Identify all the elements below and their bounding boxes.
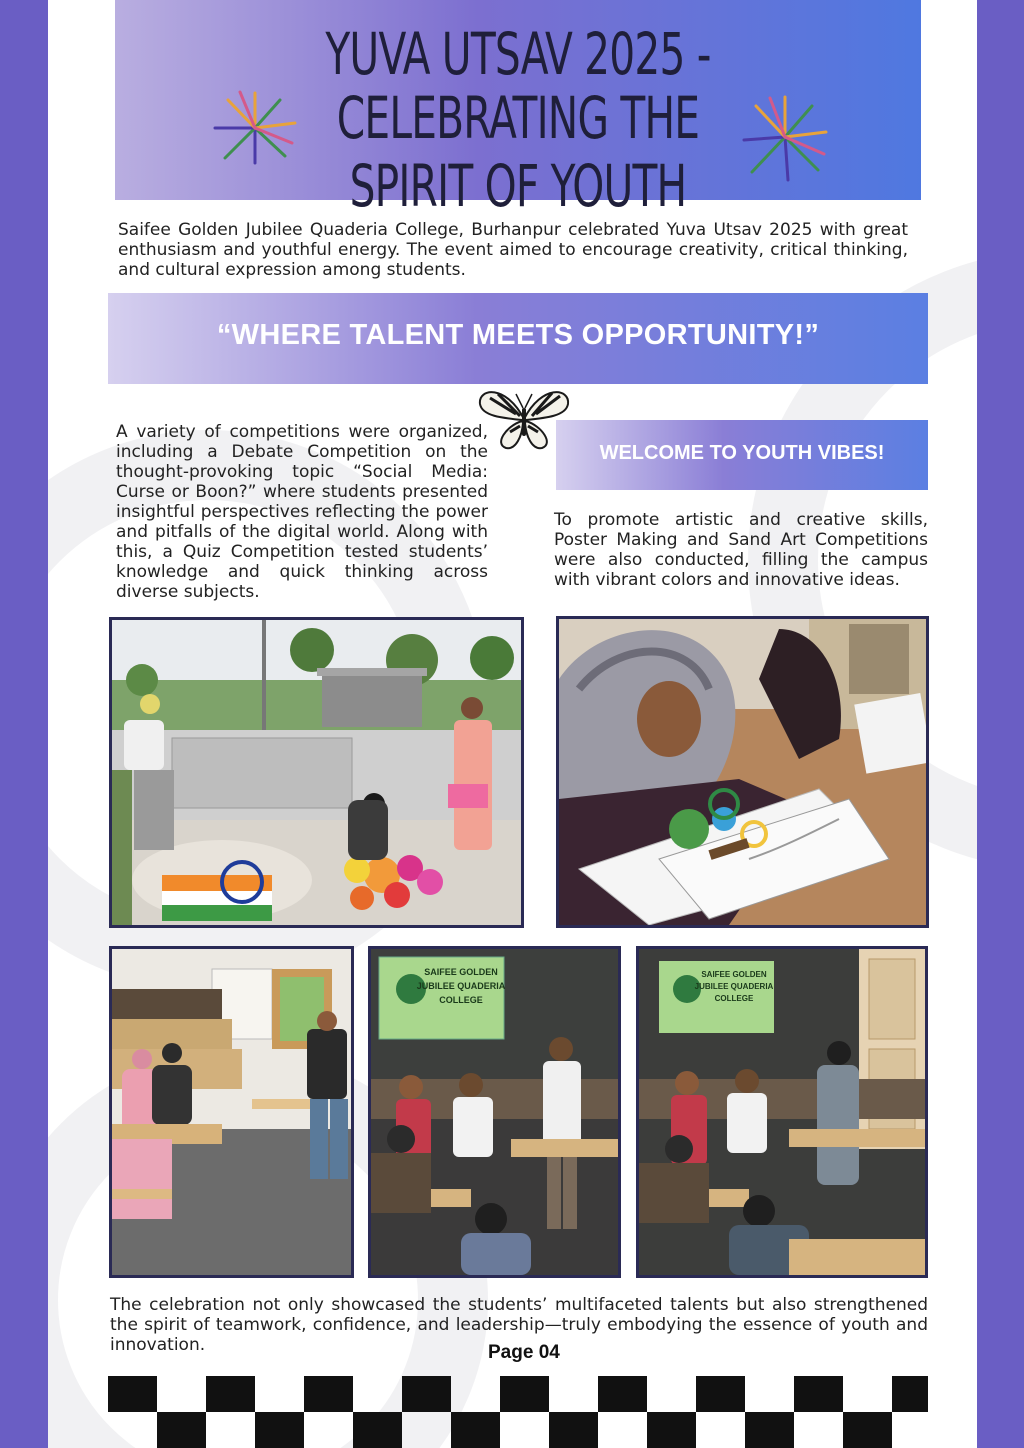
debate-judges-photo [368, 946, 621, 1278]
art-competitions-paragraph: To promote artistic and creative skills, Poster Making and Sand Art Competitions were also conducted, filling the campus with vibrant colors and innovative ideas. [554, 510, 928, 590]
banner-line-2: JUBILEE QUADERIA [416, 981, 506, 991]
title-line-2: SPIRIT OF YOUTH [349, 152, 687, 220]
tagline-text: “WHERE TALENT MEETS OPPORTUNITY!” [216, 319, 820, 351]
newsletter-page [48, 0, 977, 1448]
sand-art-photo [109, 617, 524, 928]
closing-paragraph: The celebration not only showcased the students’ multifaceted talents but also strengthened the spirit of teamwork, confidence, and leadership—truly embodying the essence of youth and innovation. [110, 1295, 928, 1355]
competitions-paragraph: A variety of competitions were organized, including a Debate Competition on the thought-provoking topic “Social Media: Curse or Boon?” where students presented insightful perspectives reflecting the power and pitfalls of the digital world. Along with this, a Quiz Competition tested students’ knowledge and quick thinking across diverse subjects. [116, 422, 488, 602]
tagline-banner [108, 293, 928, 384]
banner-line-3: COLLEGE [714, 994, 754, 1003]
welcome-heading: WELCOME TO YOUTH VIBES! [599, 442, 885, 464]
banner-line-1: SAIFEE GOLDEN [701, 970, 767, 979]
banner-line-3: COLLEGE [439, 995, 483, 1005]
title-banner [115, 0, 921, 220]
checkerboard-footer [108, 1376, 928, 1448]
title-line-1: YUVA UTSAV 2025 - CELEBRATING THE [325, 20, 711, 152]
welcome-banner [556, 420, 928, 490]
poster-making-photo [556, 616, 929, 928]
banner-line-2: JUBILEE QUADERIA [694, 982, 774, 991]
banner-line-1: SAIFEE GOLDEN [424, 967, 498, 977]
page-title [204, 22, 833, 218]
speaker-classroom-photo [636, 946, 928, 1278]
intro-paragraph: Saifee Golden Jubilee Quaderia College, Burhanpur celebrated Yuva Utsav 2025 with great enthusiasm and youthful energy. The event aimed to encourage creativity, critical thinking, and cultural expression among students. [118, 220, 908, 280]
quiz-classroom-photo [109, 946, 354, 1278]
page-number: Page 04 [488, 1342, 560, 1363]
